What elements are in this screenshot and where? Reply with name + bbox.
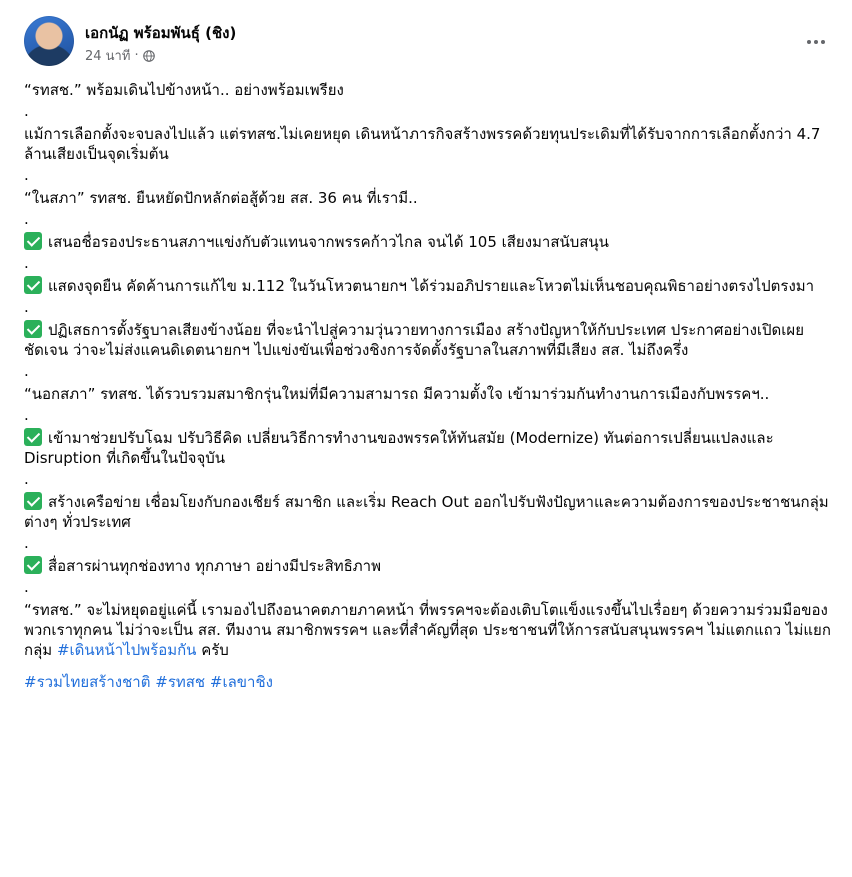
- paragraph-separator: .: [24, 578, 29, 596]
- paragraph-separator: .: [24, 102, 29, 120]
- hashtag-link[interactable]: #รทสช: [155, 673, 206, 691]
- hashtag-link[interactable]: #เดินหน้าไปพร้อมกัน: [56, 641, 197, 659]
- paragraph-separator: .: [24, 210, 29, 228]
- closing-text: “รทสช.” จะไม่หยุดอยู่แค่นี้ เรามองไปถึงอนาคตภายภาคหน้า ที่พรรคฯจะต้องเติบโตแข็งแรงขึ้นไปเรื่อยๆ ด้วยความร่วมมือของพวกเราทุกคน ไม่ว่าจะเป็น สส. ทีมงาน สมาชิกพรรคฯ และที่สำคัญที่สุด ประชาชนที่ให้การสนับสนุนพรรคฯ ไม่แตกแถว ไม่แยกกลุ่ม: [24, 601, 831, 659]
- paragraph-text: “ในสภา” รทสช. ยืนหยัดปักหลักต่อสู้ด้วย สส. 36 คน ที่เรามี..: [24, 189, 418, 207]
- meta-separator: ·: [134, 48, 139, 63]
- checklist-item: [24, 556, 832, 576]
- paragraph-separator: .: [24, 534, 29, 552]
- post-time[interactable]: 24 นาที: [85, 49, 131, 64]
- post-meta: [85, 45, 155, 66]
- paragraph-text: สร้างเครือข่าย เชื่อมโยงกับกองเชียร์ สมาชิก และเริ่ม Reach Out ออกไปรับฟังปัญหาและความต้องการของประชาชนกลุ่มต่างๆ ทั่วประเทศ: [24, 493, 829, 531]
- check-mark-icon: [24, 320, 42, 338]
- checklist-item: [24, 492, 832, 532]
- paragraph-text: สื่อสารผ่านทุกช่องทาง ทุกภาษา อย่างมีประสิทธิภาพ: [48, 557, 381, 575]
- check-mark-icon: [24, 492, 42, 510]
- paragraph-separator: .: [24, 470, 29, 488]
- hashtag-link[interactable]: #เลขาชิง: [209, 673, 273, 691]
- paragraph-text: “นอกสภา” รทสช. ได้รวบรวมสมาชิกรุ่นใหม่ที่มีความสามารถ มีความตั้งใจ เข้ามาร่วมกันทำงานการเมืองกับพรรคฯ..: [24, 385, 770, 403]
- paragraph-text: เสนอชื่อรองประธานสภาฯแข่งกับตัวแทนจากพรรคก้าวไกล จนได้ 105 เสียงมาสนับสนุน: [48, 233, 609, 251]
- checklist-item: [24, 320, 832, 360]
- paragraph-separator: .: [24, 362, 29, 380]
- check-mark-icon: [24, 556, 42, 574]
- paragraph-text: “รทสช.” พร้อมเดินไปข้างหน้า.. อย่างพร้อมเพรียง: [24, 81, 344, 99]
- post-body: [24, 78, 832, 692]
- closing-suffix: ครับ: [196, 641, 229, 659]
- hashtag-row: [24, 672, 832, 692]
- checklist-item: [24, 232, 832, 252]
- check-mark-icon: [24, 428, 42, 446]
- post-paragraph: [24, 80, 832, 100]
- post-paragraph: [24, 384, 832, 404]
- more-options-icon[interactable]: [798, 24, 834, 60]
- hashtag-link[interactable]: #รวมไทยสร้างชาติ: [24, 673, 151, 691]
- check-mark-icon: [24, 232, 42, 250]
- globe-icon[interactable]: [143, 50, 155, 62]
- paragraph-text: แสดงจุดยืน คัดค้านการแก้ไข ม.112 ในวันโหวตนายกฯ ได้ร่วมอภิปรายและโหวตไม่เห็นชอบคุณพิธาอย่างตรงไปตรงมา: [48, 277, 815, 295]
- check-mark-icon: [24, 276, 42, 294]
- paragraph-separator: .: [24, 406, 29, 424]
- author-name[interactable]: เอกนัฏ พร้อมพันธุ์ (ชิง): [85, 24, 237, 42]
- paragraph-text: เข้ามาช่วยปรับโฉม ปรับวิธีคิด เปลี่ยนวิธีการทำงานของพรรคให้ทันสมัย (Modernize) ทันต่อการเปลี่ยนแปลงและ Disruption ที่เกิดขึ้นในปัจจุบัน: [24, 429, 774, 467]
- paragraph-separator: .: [24, 298, 29, 316]
- author-avatar[interactable]: [24, 16, 74, 66]
- paragraph-separator: .: [24, 166, 29, 184]
- post-paragraph: [24, 124, 832, 164]
- checklist-item: [24, 428, 832, 468]
- closing-paragraph: [24, 600, 832, 660]
- paragraph-separator: .: [24, 254, 29, 272]
- post-paragraph: [24, 188, 832, 208]
- paragraph-text: แม้การเลือกตั้งจะจบลงไปแล้ว แต่รทสช.ไม่เคยหยุด เดินหน้าภารกิจสร้างพรรคด้วยทุนประเดิมที่ได้รับจากการเลือกตั้งกว่า 4.7 ล้านเสียงเป็นจุดเริ่มต้น: [24, 125, 821, 163]
- paragraph-text: ปฏิเสธการตั้งรัฐบาลเสียงข้างน้อย ที่จะนำไปสู่ความวุ่นวายทางการเมือง สร้างปัญหาให้กับประเทศ ประกาศอย่างเปิดเผยชัดเจน ว่าจะไม่ส่งแคนดิเดตนายกฯ ไปแข่งขันเพื่อช่วงชิงการจัดตั้งรัฐบาลในสภาพที่มีเสียง สส. ไม่ถึงครึ่ง: [24, 321, 804, 359]
- checklist-item: [24, 276, 832, 296]
- post-header: [24, 16, 834, 68]
